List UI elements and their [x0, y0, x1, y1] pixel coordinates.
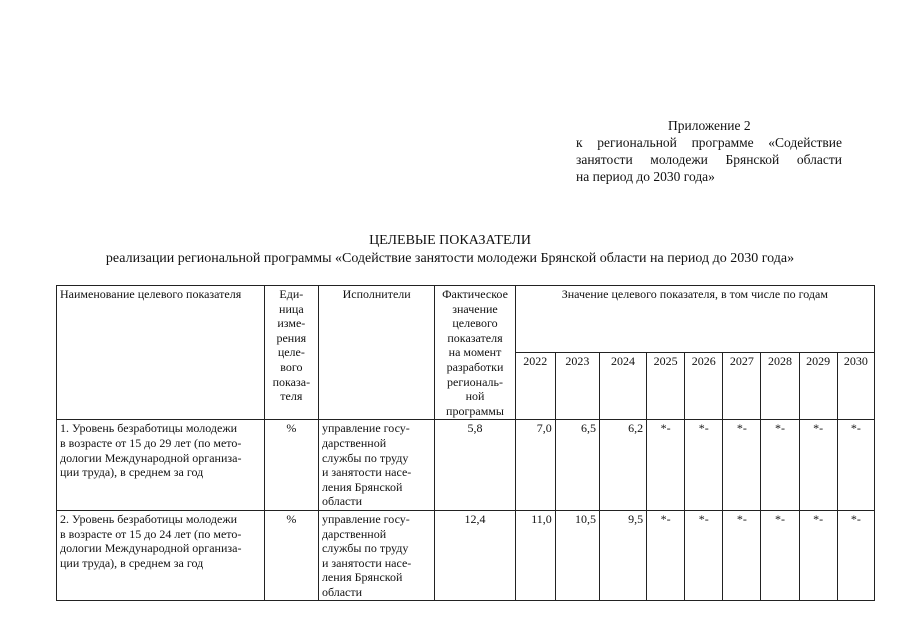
appendix-line: на период до 2030 года» [576, 169, 715, 184]
document-subtitle: реализации региональной программы «Содействие занятости молодежи Брянской области на период до 2030 года» [105, 251, 795, 266]
year-value: *- [837, 510, 874, 601]
indicator-actual-value: 12,4 [435, 510, 515, 601]
header-executor: Исполнители [318, 286, 434, 420]
year-value: 10,5 [555, 510, 599, 601]
header-year: 2023 [555, 353, 599, 420]
year-value: 7,0 [515, 420, 555, 511]
header-unit: Еди- ница изме- рения целе- вого показа- теля [264, 286, 318, 420]
year-value: 6,2 [599, 420, 646, 511]
indicator-name: 2. Уровень безработицы молодежи в возрасте от 15 до 24 лет (по мето- дологии Международной организа- ции труда), в среднем за год [57, 510, 265, 601]
year-value: 9,5 [599, 510, 646, 601]
table-row [57, 420, 875, 511]
year-value: *- [685, 420, 723, 511]
year-value: *- [723, 420, 761, 511]
indicator-unit: % [264, 510, 318, 601]
header-year: 2029 [799, 353, 837, 420]
indicator-executor: управление госу- дарственной службы по труду и занятости насе- ления Брянской области [318, 510, 434, 601]
year-value: *- [761, 420, 799, 511]
year-value: 6,5 [555, 420, 599, 511]
indicator-actual-value: 5,8 [435, 420, 515, 511]
year-value: *- [647, 420, 685, 511]
year-value: *- [837, 420, 874, 511]
header-name: Наименование целевого показателя [57, 286, 265, 420]
indicator-unit: % [264, 420, 318, 511]
year-value: *- [685, 510, 723, 601]
year-value: *- [799, 420, 837, 511]
year-value: 11,0 [515, 510, 555, 601]
indicators-table [56, 285, 875, 601]
appendix-title: Приложение 2 [668, 118, 751, 133]
year-value: *- [647, 510, 685, 601]
appendix-block [576, 117, 842, 185]
appendix-line: к региональной программе «Содействие [576, 135, 842, 150]
header-year: 2027 [723, 353, 761, 420]
indicator-name: 1. Уровень безработицы молодежи в возрасте от 15 до 29 лет (по мето- дологии Международной организа- ции труда), в среднем за год [57, 420, 265, 511]
header-year: 2028 [761, 353, 799, 420]
table-row [57, 510, 875, 601]
header-years-span: Значение целевого показателя, в том числе по годам [515, 286, 874, 353]
table-header-row [57, 286, 875, 353]
header-year: 2024 [599, 353, 646, 420]
year-value: *- [723, 510, 761, 601]
indicator-executor: управление госу- дарственной службы по труду и занятости насе- ления Брянской области [318, 420, 434, 511]
header-year: 2025 [647, 353, 685, 420]
year-value: *- [799, 510, 837, 601]
appendix-line: занятости молодежи Брянской области [576, 152, 842, 167]
header-actual-value: Фактическое значение целевого показателя на момент разработки региональ- ной программы [435, 286, 515, 420]
header-year: 2026 [685, 353, 723, 420]
header-year: 2022 [515, 353, 555, 420]
year-value: *- [761, 510, 799, 601]
header-year: 2030 [837, 353, 874, 420]
document-title: ЦЕЛЕВЫЕ ПОКАЗАТЕЛИ [369, 233, 531, 248]
